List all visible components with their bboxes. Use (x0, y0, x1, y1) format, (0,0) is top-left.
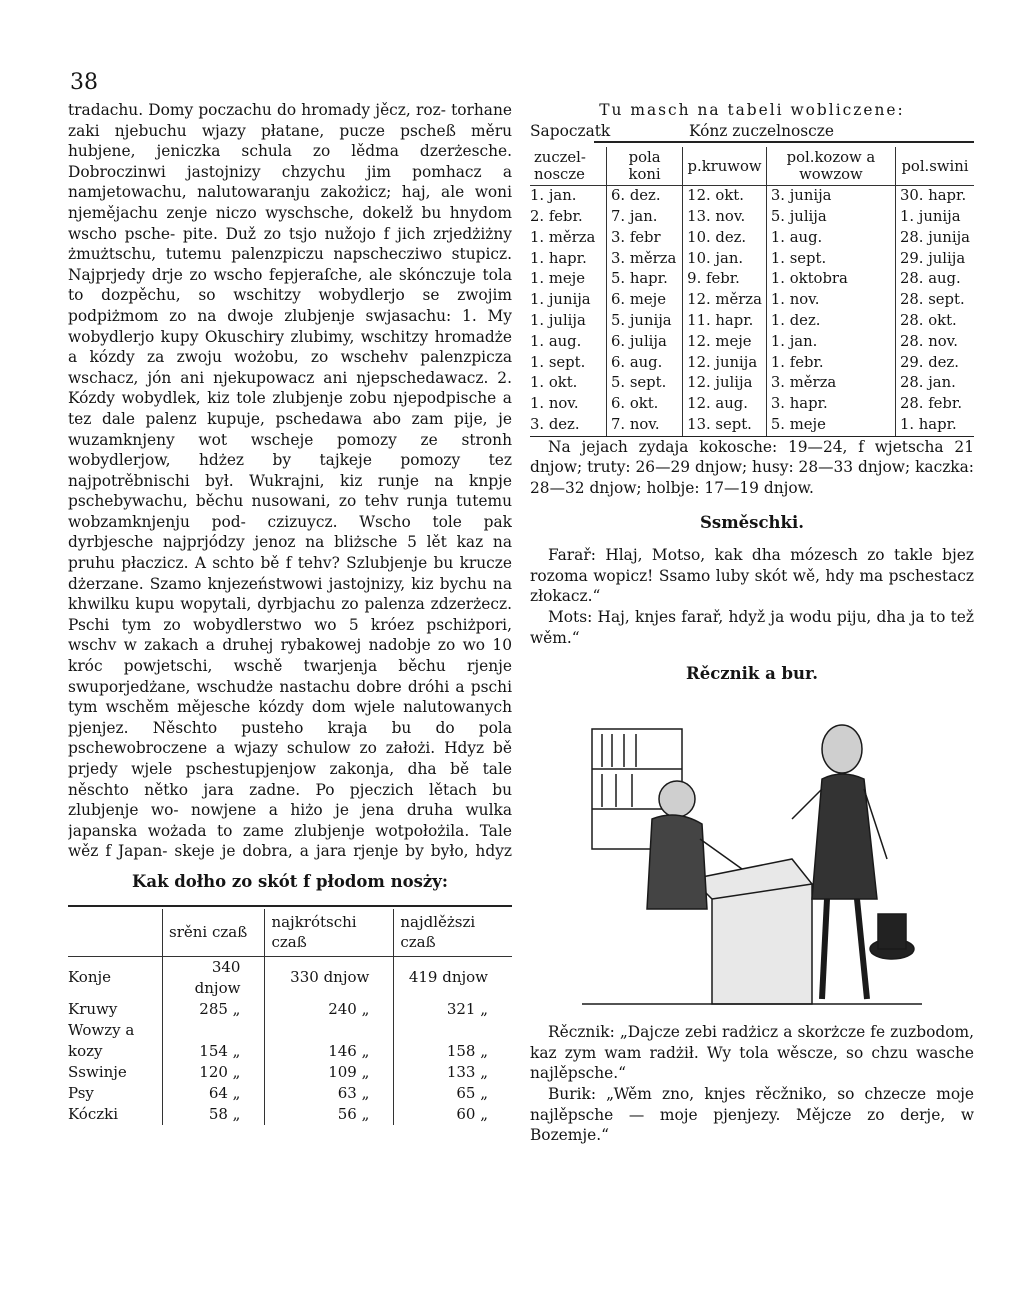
table-row (68, 1104, 512, 1125)
table-header: najdlěższi czaß (394, 909, 512, 957)
table-cell: 10. jan. (683, 249, 767, 270)
table-cell: 1. aug. (530, 332, 582, 350)
table-header: pol.kozow a wowzow (766, 147, 895, 186)
table-cell: 1. julija (530, 311, 586, 329)
table-cell: 3. febr (607, 228, 683, 249)
table-cell: 1. okt. (530, 374, 578, 392)
table-cell: 1. junija (895, 207, 974, 228)
table-cell: 1. nov. (766, 290, 895, 311)
table-cell: 330 dnjow (265, 956, 394, 999)
table-row (530, 207, 974, 228)
table-cell: 7. jan. (607, 207, 683, 228)
table-cell: 56 „ (265, 1104, 394, 1125)
story-paragraph: Burik: „Wěm zno, knjes rěcžniko, so chzecze moje najlěpsche — moje pjenjezy. Mějcze zo derje, w Bozemje.“ (530, 1085, 974, 1145)
table-row (530, 415, 974, 436)
table-cell: 13. nov. (683, 207, 767, 228)
table-cell: 5. julija (766, 207, 895, 228)
table-row (68, 1041, 512, 1062)
gestation-table (68, 909, 512, 1125)
table-header-row (530, 147, 974, 186)
birth-table-top-rule (594, 141, 974, 143)
table-cell: 1. hapr. (895, 415, 974, 436)
table-row (530, 228, 974, 249)
table-cell (394, 1020, 512, 1041)
table-cell (163, 1020, 265, 1041)
table-row (530, 186, 974, 207)
table-cell: 6. aug. (607, 353, 683, 374)
story-title: Rěcznik a bur. (686, 664, 818, 684)
table-cell: Kruwy (68, 999, 118, 1018)
joke-paragraph: Mots: Haj, knjes farař, hdyž ja wodu piju, dha ja to tež wěm.“ (530, 607, 974, 647)
table-cell: 10. dez. (683, 228, 767, 249)
table-cell: 9. febr. (683, 269, 767, 290)
table-cell: 30. hapr. (895, 186, 974, 207)
table-cell: 285 „ (163, 999, 265, 1020)
table-cell: 63 „ (265, 1083, 394, 1104)
table-cell: Wowzy a (68, 1020, 135, 1039)
table-cell: 65 „ (394, 1083, 512, 1104)
table-row (530, 394, 974, 415)
table-cell: 240 „ (265, 999, 394, 1020)
table-header: najkrótschi czaß (265, 909, 394, 957)
table-cell: 28. sept. (895, 290, 974, 311)
table-row (530, 332, 974, 353)
table-header: p.kruwow (683, 147, 767, 186)
table-cell: 28. nov. (895, 332, 974, 353)
table-cell: 13. sept. (683, 415, 767, 436)
table-cell: 58 „ (163, 1104, 265, 1125)
table-row (530, 269, 974, 290)
table-cell: 7. nov. (607, 415, 683, 436)
table-cell: 1. sept. (766, 249, 895, 270)
table-cell: Psy (68, 1083, 94, 1102)
table-row (530, 311, 974, 332)
table-cell: 28. jan. (895, 373, 974, 394)
table-cell: 12. měrza (683, 290, 767, 311)
table-row (530, 249, 974, 270)
right-column (530, 100, 974, 1146)
table-cell: 6. julija (607, 332, 683, 353)
table-row (530, 373, 974, 394)
table-cell: kozy (68, 1041, 103, 1060)
sizes-title: Kak dołho zo skót f płodom nosży: (132, 872, 448, 891)
table-cell: 6. meje (607, 290, 683, 311)
table-cell: 158 „ (394, 1041, 512, 1062)
table-cell: 154 „ (163, 1041, 265, 1062)
birth-table (530, 147, 974, 436)
table-row (68, 1083, 512, 1104)
table-cell: 1. junija (530, 291, 591, 309)
table-header: zuczel- noscze (530, 147, 607, 186)
lawyer-and-farmer-illustration (572, 709, 932, 1009)
birth-table-intro: Tu masch na tabeli wobliczene: (599, 101, 905, 119)
table-cell: 1. meje (530, 270, 585, 288)
joke-paragraph: Farař: Hlaj, Motso, kak dha mózesch zo takle bjez rozoma wopicz! Ssamo luby skót wě, hdy ma pschestacz złokacz.“ (530, 546, 974, 606)
table-row (530, 353, 974, 374)
table-cell: 12. junija (683, 353, 767, 374)
table-cell: 1. jan. (530, 187, 577, 205)
table-cell: 28. okt. (895, 311, 974, 332)
table-cell: 5. hapr. (607, 269, 683, 290)
table-cell: 1. febr. (766, 353, 895, 374)
table-cell: 28. febr. (895, 394, 974, 415)
table-header-row (68, 909, 512, 957)
table-cell: 1. hapr. (530, 249, 587, 267)
jokes-title: Ssměschki. (700, 512, 804, 532)
article-text: tradachu. Domy poczachu do hromady jěcz, roz- torhane zaki njebuchu wjazy płatane, pucze pscheß měru hubjene, jeniczka schula zo lědma dzerżesche. Dobroczinwi jastojnizy chzychu jim pomhacz a namjetowachu, nalutowaranju zakożicz; haj, ale woni njemějachu zenje niczo wyschsche, dokelž bu hnydom wscho psche- pite. Duž zo tsjo nužojo f jich zrjedżiżny żmużtschu, tutemu palenzpiczu napschecziwo stupicz. Najprjedy drje zo wscho fepjeraſche, ale skónczuje tola to dozpěchu, so wschitzy wobydlerjo se zwojim podpiżmom zo na dwoje zlubjenje swjasachu: 1. My wobydlerjo kupy Okuschiry zlubimy, wschitzy hromadże a kózdy za zwoju wożobu, zo wschehv palenzpicza wschacz, jón ani njekupowacz ani njepschedawacz. 2. Kózdy wobydlek, kiz tole zlubjenje zobu njepodpische a tez dale palenz kupuje, pschedawa abo zam pije, je wuzamknjeny wot wscheje pomozy ze stronh wobydlerjow, hdżez by tajkeje pomozy tez najpotrěbnischi był. Wukrajni, kiz runje na knpje pschebywachu, běchu nusowani, zo tehv runja tutemu wobzamknjenju pod- czizuycz. Wscho tole pak dyrbjesche najprjódzy jenoz na bliżsche 5 lět kaz na pruhu płaczicz. A schto bě f tehv? Szlubjenje bu krucze dżerzane. Szamo knjezeństwowi jastojnizy, kiz bychu na khwilku kupu wopytali, dyrbjachu zo palenza zdzerżecz. Pschi tym zo wobydlerstwo wo 5 króez pschiżpori, wschv w zakach a druhej rybakowej nadobje zo wo 10 króc powjetschi, wschě twarjenja běchu rjenje swuporjedżane, wschudże nastachu dobre dróhi a pschi tym wschěm mějesche kózdy dom wjele nalutowanych pjenjez. Něschto pusteho kraja bu do pola pschewobroczene a wjazy schulow zo założi. Hdyz bě prjedy wjele pschestupjenjow zakonja, dha bě tale něschto nětko jara zadne. Po pjeczich lětach bu zlubjenje wo- nowjene a hiżo je jena druha wulka japanska wożada to zame zlubjenje wotpołożila. Tale wěz f Japan- skeje je dobra, a jara rjenje by było, hdyz (68, 101, 512, 860)
table-row (530, 290, 974, 311)
table-header: pola koni (607, 147, 683, 186)
table-cell: 5. sept. (607, 373, 683, 394)
table-header: srěni czaß (163, 909, 265, 957)
birth-head-left: Sapoczatk (530, 121, 611, 140)
table-cell: 2. febr. (530, 207, 583, 225)
table-cell: 29. julija (895, 249, 974, 270)
table-cell: 419 dnjow (394, 956, 512, 999)
table-cell: 5. meje (766, 415, 895, 436)
table-cell: 28. aug. (895, 269, 974, 290)
table-cell: 1. měrza (530, 228, 596, 246)
birth-table-top-headers (530, 121, 974, 142)
table-row (68, 1062, 512, 1083)
table-cell: 11. hapr. (683, 311, 767, 332)
table-cell: 60 „ (394, 1104, 512, 1125)
table-cell (265, 1020, 394, 1041)
table-cell: 120 „ (163, 1062, 265, 1083)
table-cell: 3. měrza (607, 249, 683, 270)
table-cell: 3. dez. (530, 415, 580, 433)
table-cell: Kóczki (68, 1104, 119, 1123)
table-cell: 1. aug. (766, 228, 895, 249)
table-cell: 109 „ (265, 1062, 394, 1083)
table-cell: 1. jan. (766, 332, 895, 353)
table-header: pol.swini (895, 147, 974, 186)
birth-note: Na jejach zydaja kokosche: 19—24, f wjetscha 21 dnjow; truty: 26—29 dnjow; husy: 28—33 dnjow; kaczka: 28—32 dnjow; holbje: 17—19 dnjow. (530, 437, 974, 497)
table-cell: 29. dez. (895, 353, 974, 374)
table-cell: 321 „ (394, 999, 512, 1020)
table-cell: Sswinje (68, 1062, 127, 1081)
table-cell: 1. sept. (530, 353, 586, 371)
table-cell: 12. meje (683, 332, 767, 353)
table-cell: 3. měrza (766, 373, 895, 394)
table-cell: Konje (68, 968, 112, 987)
table-cell: 133 „ (394, 1062, 512, 1083)
table-cell: 12. okt. (683, 186, 767, 207)
table-cell: 12. aug. (683, 394, 767, 415)
table-top-rule (68, 905, 512, 907)
table-row (68, 999, 512, 1020)
table-cell: 3. hapr. (766, 394, 895, 415)
left-column (68, 100, 512, 1125)
table-row (68, 1020, 512, 1041)
table-cell: 146 „ (265, 1041, 394, 1062)
story-paragraph: Rěcznik: „Dajcze zebi radżicz a skorżcze fe zuzbodom, kaz zym wam radżił. Wy tola wěscze, so chzu wasche najlěpsche.“ (530, 1023, 974, 1083)
table-cell: 1. oktobra (766, 269, 895, 290)
table-cell: 6. okt. (607, 394, 683, 415)
birth-head-right: Kónz zuczelnoscze (689, 121, 834, 140)
table-cell: 1. nov. (530, 395, 579, 413)
table-cell: 3. junija (766, 186, 895, 207)
table-cell: 28. junija (895, 228, 974, 249)
page-number: 38 (70, 70, 98, 95)
table-cell: 1. dez. (766, 311, 895, 332)
table-row (68, 956, 512, 999)
table-cell: 340 dnjow (163, 956, 265, 999)
table-cell: 12. julija (683, 373, 767, 394)
table-cell: 64 „ (163, 1083, 265, 1104)
table-cell: 5. junija (607, 311, 683, 332)
table-header (68, 909, 163, 957)
table-cell: 6. dez. (607, 186, 683, 207)
